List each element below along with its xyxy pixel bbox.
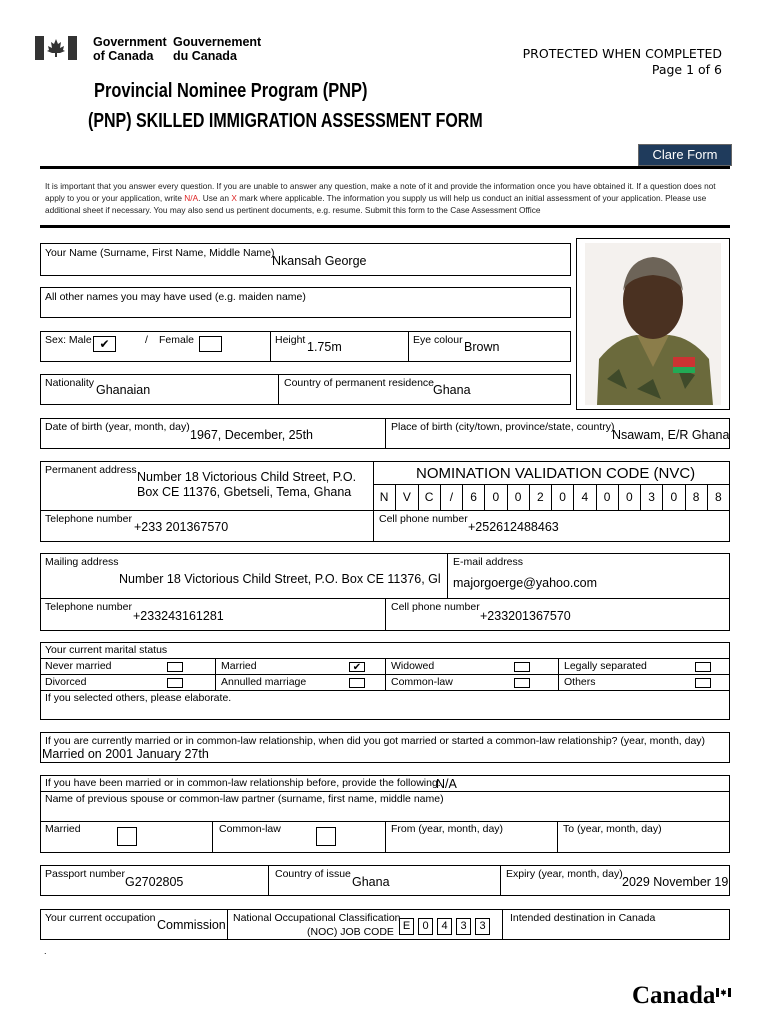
- divider: [278, 375, 279, 404]
- widowed-label: Widowed: [391, 660, 435, 672]
- nationality-label: Nationality: [45, 377, 95, 389]
- dob-label: Date of birth (year, month, day): [45, 421, 190, 433]
- noc-char[interactable]: 0: [418, 918, 433, 935]
- name-label: Your Name (Surname, First Name, Middle Name): [45, 247, 275, 259]
- pob-label: Place of birth (city/town, province/state, country): [391, 421, 615, 433]
- nvc-char[interactable]: 0: [618, 484, 640, 510]
- female-checkbox[interactable]: [199, 336, 222, 352]
- married-question-label: If you are currently married or in common-law relationship, when did you got married or started a common-law relationship? (year, month, day): [45, 735, 706, 747]
- other-names-field[interactable]: [40, 287, 571, 318]
- nvc-char[interactable]: 8: [685, 484, 707, 510]
- divider: [41, 510, 729, 511]
- marital-title: Your current marital status: [45, 644, 168, 656]
- perm-address-value[interactable]: Number 18 Victorious Child Street, P.O. Box CE 11376, Gbetseli, Tema, Ghana: [137, 470, 357, 499]
- canada-wordmark-text: Canada: [632, 982, 716, 1009]
- mailing-address-block: [40, 553, 730, 631]
- prev-common-checkbox[interactable]: [316, 827, 336, 846]
- gov-fr-title: Gouvernement du Canada: [173, 35, 262, 63]
- applicant-photo: [576, 238, 730, 410]
- residence-value[interactable]: Ghana: [433, 383, 471, 397]
- divorced-label: Divorced: [45, 676, 87, 688]
- sex-male-label: Sex: Male: [45, 334, 92, 346]
- previous-na[interactable]: N/A: [436, 777, 457, 791]
- noc-code-cells: [399, 918, 499, 936]
- divider: [268, 866, 269, 895]
- mailing-value[interactable]: Number 18 Victorious Child Street, P.O. Box CE 11376, Gl: [119, 572, 441, 586]
- nvc-char[interactable]: 0: [507, 484, 529, 510]
- noc-char[interactable]: E: [399, 918, 414, 935]
- eye-colour-label: Eye colour: [413, 334, 463, 346]
- male-checkbox[interactable]: ✔: [93, 336, 116, 352]
- divider: [385, 598, 386, 630]
- divider: [558, 658, 559, 690]
- nationality-value[interactable]: Ghanaian: [96, 383, 151, 397]
- nvc-char[interactable]: C: [418, 484, 440, 510]
- nvc-char[interactable]: 4: [573, 484, 595, 510]
- sex-height-eye-row: [40, 331, 571, 362]
- divider: [385, 821, 386, 852]
- noc-label-2: (NOC) JOB CODE: [307, 926, 394, 938]
- separated-label: Legally separated: [564, 660, 647, 672]
- intro-text: It is important that you answer every question. If you are unable to answer any question, make a note of it and provide the information once you have obtained it. If a question does not apply to you or your application, write N/A. Use an X mark where applicable. The information you supply us will help us conduct an initial assessment of your application. Please use additional sheet if necessary. You may also send us pertinent documents, e.g. resume. Submit this form to the Case Assessment Office: [45, 181, 716, 215]
- passport-number-value[interactable]: G2702805: [125, 875, 184, 889]
- other-names-label: All other names you may have used (e.g. maiden name): [45, 291, 306, 303]
- mail-cell-value[interactable]: +233201367570: [480, 609, 571, 623]
- nvc-char[interactable]: /: [440, 484, 462, 510]
- nvc-char[interactable]: N: [379, 490, 389, 504]
- protected-notice: PROTECTED WHEN COMPLETED: [522, 46, 722, 61]
- footer-dot: .: [44, 946, 47, 956]
- prev-married-checkbox[interactable]: [117, 827, 137, 846]
- from-label: From (year, month, day): [391, 823, 504, 835]
- common-law-checkbox[interactable]: [514, 678, 530, 688]
- residence-label: Country of permanent residence: [284, 377, 434, 389]
- nvc-char[interactable]: 6: [462, 484, 484, 510]
- divider: [408, 332, 409, 361]
- divider: [447, 554, 448, 598]
- gov-en-title: Government of Canada: [93, 35, 167, 63]
- occupation-value[interactable]: Commission: [157, 918, 226, 932]
- program-title: Provincial Nominee Program (PNP): [94, 80, 368, 102]
- annulled-label: Annulled marriage: [221, 676, 307, 688]
- divider: [502, 910, 503, 939]
- nvc-char[interactable]: 0: [551, 484, 573, 510]
- perm-cell-value[interactable]: +252612488463: [468, 520, 559, 534]
- divider: [41, 690, 729, 691]
- divider: [270, 332, 271, 361]
- divider: [385, 658, 386, 690]
- mailing-label: Mailing address: [45, 556, 119, 568]
- common-law-label: Common-law: [391, 676, 453, 688]
- name-field[interactable]: [40, 243, 571, 276]
- name-value: Nkansah George: [272, 254, 367, 268]
- married-question-block[interactable]: [40, 732, 730, 763]
- clare-form-button[interactable]: Clare Form: [638, 144, 732, 166]
- nvc-char[interactable]: 8: [707, 484, 729, 510]
- perm-cell-label: Cell phone number: [379, 513, 468, 525]
- noc-char[interactable]: 3: [475, 918, 490, 935]
- others-checkbox[interactable]: [695, 678, 711, 688]
- noc-char[interactable]: 4: [437, 918, 452, 935]
- pob-value[interactable]: Nsawam, E/R Ghana: [612, 428, 730, 442]
- permanent-address-block: [40, 461, 730, 542]
- eye-colour-value[interactable]: Brown: [464, 340, 500, 354]
- form-title: (PNP) SKILLED IMMIGRATION ASSESSMENT FORM: [88, 110, 483, 132]
- separated-checkbox[interactable]: [695, 662, 711, 672]
- divider: [215, 658, 216, 690]
- country-issue-value[interactable]: Ghana: [352, 875, 390, 889]
- canada-wordmark-flag-icon: [716, 984, 731, 993]
- sex-slash: /: [145, 334, 148, 346]
- to-label: To (year, month, day): [563, 823, 662, 835]
- perm-tel-value[interactable]: +233 201367570: [134, 520, 229, 534]
- perm-address-label: Permanent address: [45, 464, 137, 476]
- marital-status-block: [40, 642, 730, 720]
- email-label: E-mail address: [453, 556, 524, 568]
- divider: [212, 821, 213, 852]
- height-label: Height: [275, 334, 306, 346]
- divider: [227, 910, 228, 939]
- nationality-row: [40, 374, 571, 405]
- country-issue-label: Country of issue: [275, 868, 351, 880]
- divider: [385, 419, 386, 448]
- previous-label: If you have been married or in common-law relationship before, provide the following:: [45, 777, 441, 789]
- nvc-code-cells: [373, 484, 729, 510]
- divider: [500, 866, 501, 895]
- height-value[interactable]: 1.75m: [307, 340, 342, 354]
- prev-married-label: Married: [45, 823, 81, 835]
- elaborate-label: If you selected others, please elaborate.: [45, 692, 232, 704]
- others-label: Others: [564, 676, 596, 688]
- expiry-value[interactable]: 2029 November 19: [622, 875, 729, 889]
- nvc-char[interactable]: 3: [640, 484, 662, 510]
- nvc-char[interactable]: V: [395, 484, 417, 510]
- expiry-label: Expiry (year, month, day): [506, 868, 623, 880]
- nvc-char[interactable]: 0: [596, 484, 618, 510]
- mail-tel-value[interactable]: +233243161281: [133, 609, 224, 623]
- never-married-label: Never married: [45, 660, 112, 672]
- dob-value[interactable]: 1967, December, 25th: [190, 428, 313, 442]
- divider: [41, 791, 729, 792]
- passport-row: [40, 865, 730, 896]
- passport-number-label: Passport number: [45, 868, 125, 880]
- header-divider: [40, 166, 730, 169]
- canada-flag-icon: [35, 36, 77, 60]
- annulled-checkbox[interactable]: [349, 678, 365, 688]
- female-label: Female: [159, 334, 195, 346]
- divider: [557, 821, 558, 852]
- previous-spouse-label: Name of previous spouse or common-law partner (surname, first name, middle name): [45, 793, 444, 805]
- perm-tel-label: Telephone number: [45, 513, 132, 525]
- occupation-row: [40, 909, 730, 940]
- noc-char[interactable]: 3: [456, 918, 471, 935]
- divorced-checkbox[interactable]: [167, 678, 183, 688]
- destination-label: Intended destination in Canada: [510, 912, 656, 924]
- nvc-char[interactable]: 0: [662, 484, 684, 510]
- noc-label-1: National Occupational Classification: [233, 912, 401, 924]
- married-checkbox[interactable]: ✔: [349, 662, 365, 672]
- intro-divider: [40, 225, 730, 228]
- mail-tel-label: Telephone number: [45, 601, 132, 613]
- married-label: Married: [221, 660, 257, 672]
- nvc-char[interactable]: 0: [484, 484, 506, 510]
- married-answer: Married on 2001 January 27th: [42, 747, 209, 761]
- birth-row: [40, 418, 730, 449]
- nvc-title: NOMINATION VALIDATION CODE (NVC): [416, 465, 696, 482]
- occupation-label: Your current occupation: [45, 912, 156, 924]
- page-indicator: Page 1 of 6: [651, 62, 722, 77]
- prev-common-label: Common-law: [219, 823, 281, 835]
- widowed-checkbox[interactable]: [514, 662, 530, 672]
- canada-wordmark: [632, 982, 715, 1010]
- nvc-char[interactable]: 2: [529, 484, 551, 510]
- never-married-checkbox[interactable]: [167, 662, 183, 672]
- email-value[interactable]: majorgoerge@yahoo.com: [453, 576, 598, 590]
- previous-relationship-block: [40, 775, 730, 853]
- mail-cell-label: Cell phone number: [391, 601, 480, 613]
